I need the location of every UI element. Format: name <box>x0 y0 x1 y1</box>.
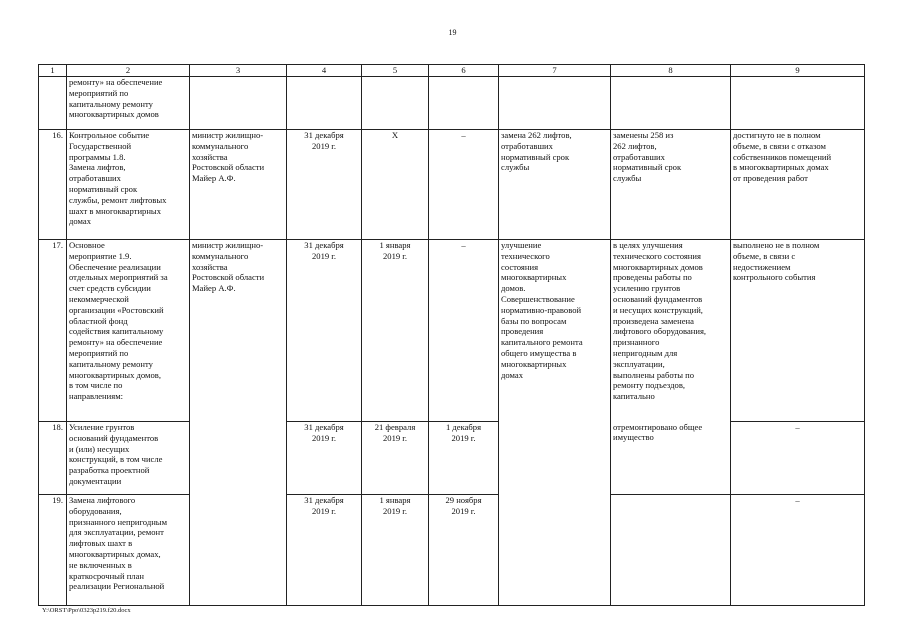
note-cell: – <box>731 495 865 606</box>
responsible-cell <box>190 495 287 606</box>
column-number-4: 4 <box>287 65 362 77</box>
row-number <box>39 77 67 130</box>
responsible-cell <box>190 77 287 130</box>
responsible-cell: министр жилищно- коммунального хозяйства Ростовской области Майер А.Ф. <box>190 240 287 422</box>
table-row <box>39 77 865 130</box>
page-number: 19 <box>448 28 457 37</box>
column-number-9: 9 <box>731 65 865 77</box>
table-row <box>39 422 865 495</box>
achieved-result-cell <box>611 495 731 606</box>
actual-date-cell: 1 декабря 2019 г. <box>429 422 499 495</box>
plan-date-cell: 31 декабря 2019 г. <box>287 422 362 495</box>
responsible-cell: министр жилищно- коммунального хозяйства Ростовской области Майер А.Ф. <box>190 130 287 240</box>
expected-result-cell: замена 262 лифтов, отработавших нормативный срок службы <box>499 130 611 240</box>
start-date-cell: X <box>362 130 429 240</box>
achieved-result-cell: в целях улучшения технического состояния многоквартирных домов проведены работы по усилению грунтов оснований фундаментов и несущих конструкций, произведена заменена лифтового оборудования, признанного непригодным для эксплуатации, выполнены работы по ремонту подъездов, капитально <box>611 240 731 422</box>
responsible-cell <box>190 422 287 495</box>
column-number-7: 7 <box>499 65 611 77</box>
row-number: 16. <box>39 130 67 240</box>
row-number: 19. <box>39 495 67 606</box>
measure-name: Замена лифтового оборудования, признанного непригодным для эксплуатации, ремонт лифтовых шахт в многоквартирных домах, не включенных в краткосрочный план реализации Региональной <box>67 495 190 606</box>
column-number-5: 5 <box>362 65 429 77</box>
actual-date-cell: – <box>429 240 499 422</box>
expected-result-cell <box>499 495 611 606</box>
plan-date-cell: 31 декабря 2019 г. <box>287 240 362 422</box>
plan-date-cell: 31 декабря 2019 г. <box>287 130 362 240</box>
measure-name: Усиление грунтов оснований фундаментов и (или) несущих конструкций, в том числе разработка проектной документации <box>67 422 190 495</box>
column-number-3: 3 <box>190 65 287 77</box>
actual-date-cell: – <box>429 130 499 240</box>
file-path-footer: Y:\ORST\Ppo\0323p219.f20.docx <box>42 607 131 614</box>
header-row <box>39 65 865 77</box>
actual-date-cell: 29 ноября 2019 г. <box>429 495 499 606</box>
start-date-cell: 1 января 2019 г. <box>362 495 429 606</box>
plan-date-cell: 31 декабря 2019 г. <box>287 495 362 606</box>
achieved-result-cell <box>611 77 731 130</box>
start-date-cell: 1 января 2019 г. <box>362 240 429 422</box>
note-cell: – <box>731 422 865 495</box>
column-number-2: 2 <box>67 65 190 77</box>
expected-result-cell: улучшение технического состояния многоквартирных домов. Совершенствование нормативно-правовой базы по вопросам проведения капитального ремонта общего имущества в многоквартирных домах <box>499 240 611 422</box>
achieved-result-cell: заменены 258 из 262 лифтов, отработавших нормативный срок службы <box>611 130 731 240</box>
table-row <box>39 240 865 422</box>
report-table <box>38 64 865 606</box>
note-cell: достигнуто не в полном объеме, в связи с отказом собственников помещений в многоквартирных домах от проведения работ <box>731 130 865 240</box>
start-date-cell: 21 февраля 2019 г. <box>362 422 429 495</box>
note-cell: выполнено не в полном объеме, в связи с недостижением контрольного события <box>731 240 865 422</box>
column-number-8: 8 <box>611 65 731 77</box>
column-number-6: 6 <box>429 65 499 77</box>
measure-name: Контрольное событие Государственной программы 1.8. Замена лифтов, отработавших нормативный срок службы, ремонт лифтовых шахт в многоквартирных домах <box>67 130 190 240</box>
column-number-1: 1 <box>39 65 67 77</box>
expected-result-cell <box>499 422 611 495</box>
row-number: 18. <box>39 422 67 495</box>
table-row <box>39 495 865 606</box>
plan-date-cell <box>287 77 362 130</box>
measure-name: Основное мероприятие 1.9. Обеспечение реализации отдельных мероприятий за счет средств субсидии некоммерческой организации «Ростовский областной фонд содействия капитальному ремонту» на обеспечение мероприятий по капитальному ремонту многоквартирных домов, в том числе по направлениям: <box>67 240 190 422</box>
note-cell <box>731 77 865 130</box>
measure-name: ремонту» на обеспечение мероприятий по капитальному ремонту многоквартирных домов <box>67 77 190 130</box>
expected-result-cell <box>499 77 611 130</box>
achieved-result-cell: отремонтировано общее имущество <box>611 422 731 495</box>
table-row <box>39 130 865 240</box>
actual-date-cell <box>429 77 499 130</box>
start-date-cell <box>362 77 429 130</box>
row-number: 17. <box>39 240 67 422</box>
